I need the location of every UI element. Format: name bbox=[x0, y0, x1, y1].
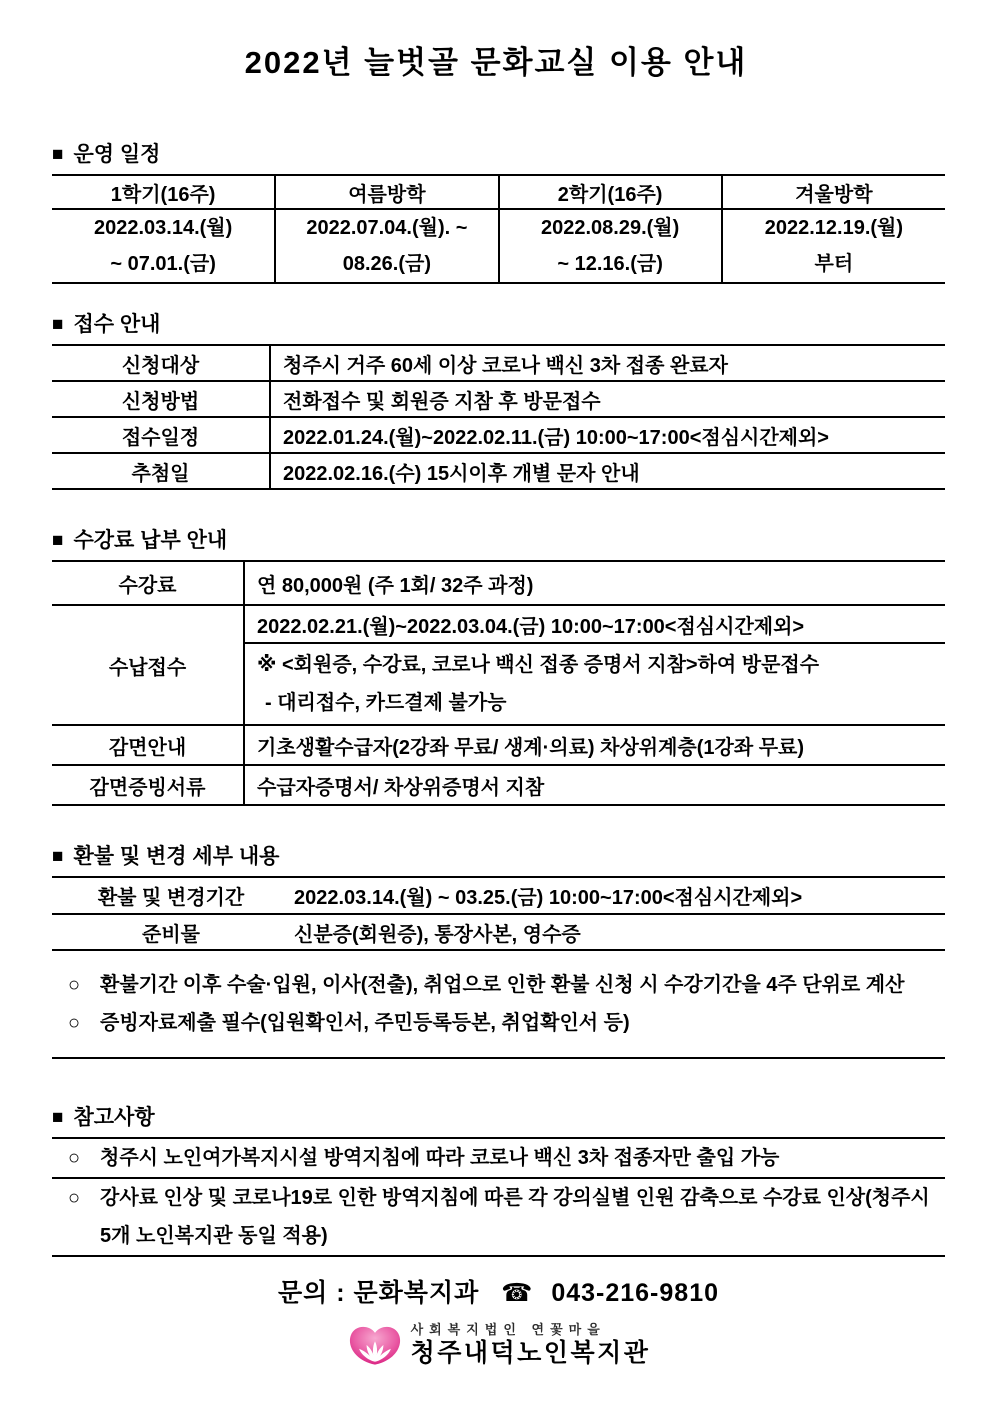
section-heading-registration bbox=[52, 310, 945, 340]
date-line: 2022.07.04.(월). ~ bbox=[306, 217, 468, 239]
page-title: 2022년 늘벗골 문화교실 이용 안내 bbox=[244, 45, 748, 80]
table-cell bbox=[499, 209, 722, 283]
document-content bbox=[52, 140, 945, 1368]
list-item bbox=[52, 1179, 945, 1255]
row-value: 2022.01.24.(월)~2022.02.11.(금) 10:00~17:00<점심시간제외> bbox=[270, 417, 945, 453]
phone-icon: ☎ bbox=[501, 1279, 534, 1307]
column-header: 2학기(16주) bbox=[499, 175, 722, 209]
date-line: 2022.12.19.(월) bbox=[764, 217, 904, 239]
table-cell bbox=[722, 209, 945, 283]
table-row bbox=[52, 381, 945, 417]
lotus-logo-icon bbox=[347, 1323, 403, 1367]
row-label: 감면안내 bbox=[52, 725, 244, 765]
section-heading-schedule bbox=[52, 140, 945, 170]
section-heading-label: 참고사항 bbox=[73, 1106, 155, 1129]
circle-bullet-icon: ○ bbox=[67, 1187, 81, 1209]
row-label: 수강료 bbox=[52, 561, 244, 605]
section-heading-label: 접수 안내 bbox=[73, 313, 161, 336]
note-text: 증빙자료제출 필수(입원확인서, 주민등록등본, 취업확인서 등) bbox=[100, 1012, 630, 1034]
section-heading-label: 환불 및 변경 세부 내용 bbox=[73, 845, 280, 868]
table-row bbox=[52, 765, 945, 805]
date-line: 부터 bbox=[814, 253, 854, 275]
circle-bullet-icon: ○ bbox=[67, 974, 81, 996]
section-heading-tuition bbox=[52, 526, 945, 556]
table-row bbox=[52, 209, 945, 283]
section-heading-label: 수강료 납부 안내 bbox=[73, 529, 228, 552]
refund-table bbox=[52, 876, 945, 1059]
row-label: 감면증빙서류 bbox=[52, 765, 244, 805]
row-label: 신청대상 bbox=[52, 345, 270, 381]
table-row bbox=[52, 950, 945, 1058]
payment-note: ※ <회원증, 수강료, 코로나 백신 접종 증명서 지참>하여 방문접수 bbox=[257, 654, 820, 676]
section-heading-label: 운영 일정 bbox=[73, 143, 161, 166]
date-line: 2022.08.29.(월) bbox=[540, 217, 680, 239]
row-label: 준비물 bbox=[52, 914, 290, 950]
date-line: 08.26.(금) bbox=[342, 253, 431, 275]
table-header-row bbox=[52, 175, 945, 209]
row-value: 2022.02.16.(수) 15시이후 개별 문자 안내 bbox=[270, 453, 945, 489]
org-name-small: 사회복지법인 연꽃마을 bbox=[410, 1322, 606, 1337]
date-line: ~ 07.01.(금) bbox=[110, 253, 216, 275]
table-row bbox=[52, 561, 945, 605]
row-label: 추첨일 bbox=[52, 453, 270, 489]
note-text: 청주시 노인여가복지시설 방역지침에 따라 코로나 백신 3차 접종자만 출입 가능 bbox=[100, 1147, 780, 1169]
row-value: 연 80,000원 (주 1회/ 32주 과정) bbox=[244, 561, 945, 605]
row-value: 전화접수 및 회원증 지참 후 방문접수 bbox=[270, 381, 945, 417]
row-label: 환불 및 변경기간 bbox=[52, 877, 290, 914]
black-square-icon: ■ bbox=[52, 144, 64, 165]
list-item bbox=[52, 1004, 945, 1042]
section-heading-refund bbox=[52, 842, 945, 872]
table-row bbox=[52, 1178, 945, 1256]
section-heading-remarks bbox=[52, 1103, 945, 1133]
row-value: 기초생활수급자(2강좌 무료/ 생계·의료) 차상위계층(1강좌 무료) bbox=[244, 725, 945, 765]
table-row bbox=[52, 725, 945, 765]
note-text: 강사료 인상 및 코로나19로 인한 방역지침에 따른 각 강의실별 인원 감축으로 수강료 인상(청주시 5개 노인복지관 동일 적용) bbox=[100, 1187, 930, 1247]
row-value: 2022.02.21.(월)~2022.03.04.(금) 10:00~17:00<점심시간제외> bbox=[244, 605, 945, 643]
contact-info bbox=[52, 1273, 945, 1309]
registration-table bbox=[52, 344, 945, 490]
tuition-table bbox=[52, 560, 945, 806]
table-row bbox=[52, 877, 945, 914]
org-name-large: 청주내덕노인복지관 bbox=[410, 1339, 651, 1367]
black-square-icon: ■ bbox=[52, 530, 64, 551]
row-label: 수납접수 bbox=[52, 605, 244, 725]
date-line: 2022.03.14.(월) bbox=[93, 217, 233, 239]
date-line: ~ 12.16.(금) bbox=[557, 253, 663, 275]
table-row bbox=[52, 914, 945, 950]
row-value: 수급자증명서/ 차상위증명서 지참 bbox=[244, 765, 945, 805]
operation-schedule-table bbox=[52, 174, 945, 284]
table-row bbox=[52, 1138, 945, 1178]
table-cell bbox=[275, 209, 498, 283]
black-square-icon: ■ bbox=[52, 314, 64, 335]
table-cell bbox=[52, 209, 275, 283]
remark-cell bbox=[52, 1138, 945, 1178]
row-value bbox=[244, 643, 945, 725]
column-header: 겨울방학 bbox=[722, 175, 945, 209]
phone-number: 043-216-9810 bbox=[551, 1279, 720, 1307]
payment-note: - 대리접수, 카드결제 불가능 bbox=[265, 692, 507, 714]
contact-label: 문의 : 문화복지과 bbox=[277, 1279, 480, 1307]
list-item bbox=[52, 1139, 945, 1177]
circle-bullet-icon: ○ bbox=[67, 1147, 81, 1169]
row-value: 2022.03.14.(월) ~ 03.25.(금) 10:00~17:00<점심시간제외> bbox=[290, 877, 945, 914]
remarks-table bbox=[52, 1137, 945, 1257]
row-label: 신청방법 bbox=[52, 381, 270, 417]
black-square-icon: ■ bbox=[52, 1107, 64, 1128]
black-square-icon: ■ bbox=[52, 846, 64, 867]
row-label: 접수일정 bbox=[52, 417, 270, 453]
row-value: 청주시 거주 60세 이상 코로나 백신 3차 접종 완료자 bbox=[270, 345, 945, 381]
table-row bbox=[52, 417, 945, 453]
table-row bbox=[52, 605, 945, 643]
table-row bbox=[52, 345, 945, 381]
column-header: 1학기(16주) bbox=[52, 175, 275, 209]
column-header: 여름방학 bbox=[275, 175, 498, 209]
org-logo bbox=[52, 1321, 945, 1368]
refund-notes-cell bbox=[52, 950, 945, 1058]
table-row bbox=[52, 453, 945, 489]
row-value: 신분증(회원증), 통장사본, 영수증 bbox=[290, 914, 945, 950]
org-name-block bbox=[411, 1321, 651, 1368]
remark-cell bbox=[52, 1178, 945, 1256]
note-text: 환불기간 이후 수술·입원, 이사(전출), 취업으로 인한 환불 신청 시 수강기간을 4주 단위로 계산 bbox=[100, 974, 905, 996]
list-item bbox=[52, 966, 945, 1004]
circle-bullet-icon: ○ bbox=[67, 1012, 81, 1034]
